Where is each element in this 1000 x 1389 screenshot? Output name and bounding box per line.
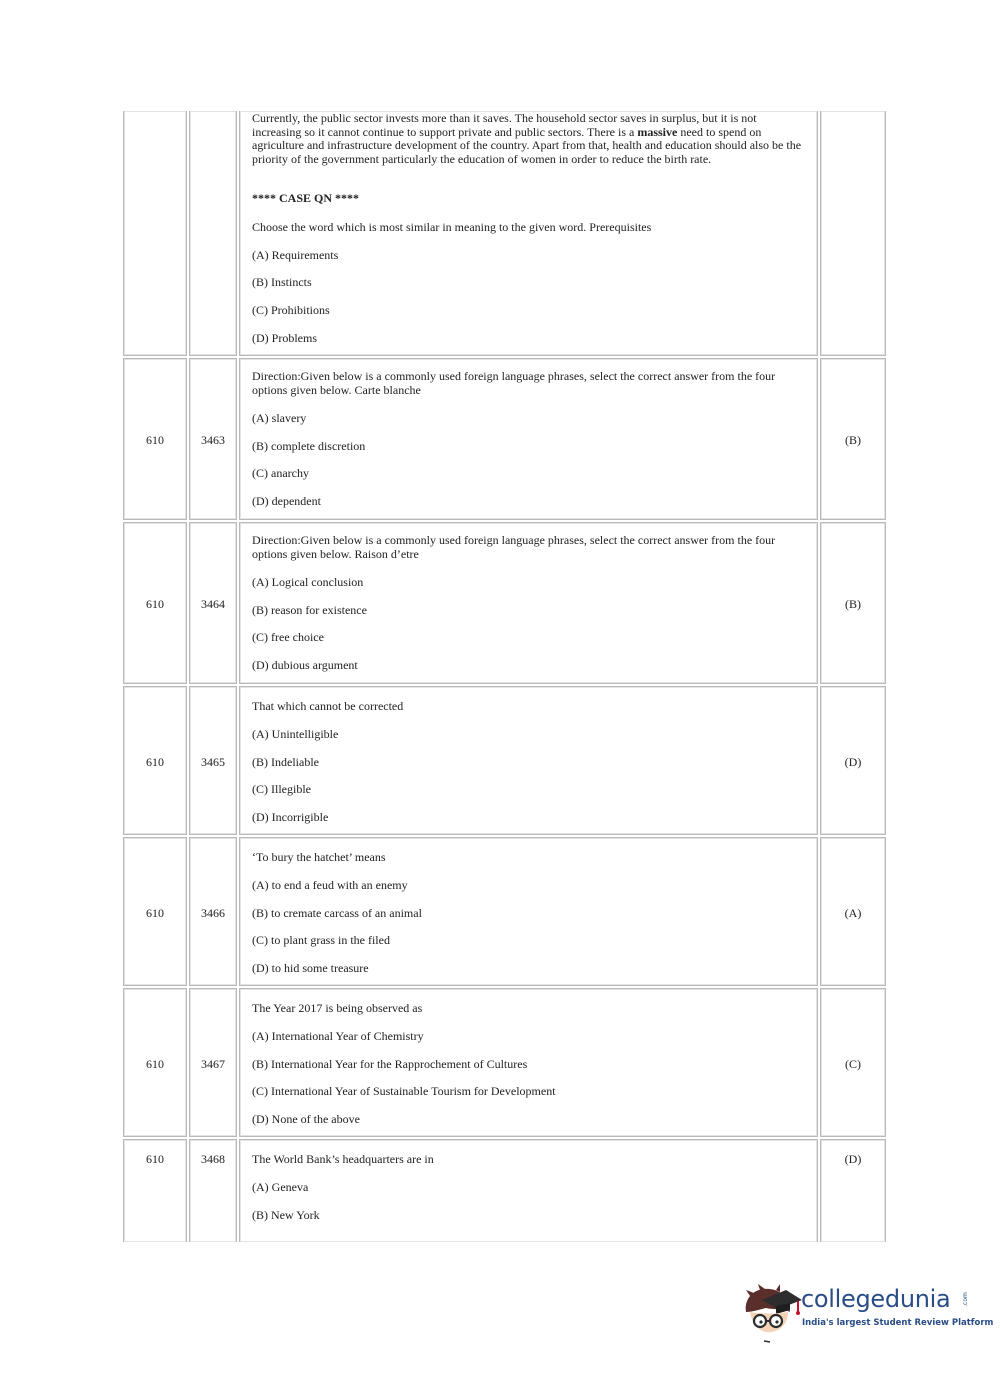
code-value: 610 bbox=[146, 755, 164, 769]
cell-id bbox=[189, 358, 237, 520]
cell-id bbox=[189, 111, 237, 356]
cell-answer bbox=[820, 686, 886, 835]
option-b: (B) New York bbox=[252, 1208, 320, 1222]
table-row bbox=[123, 686, 886, 835]
question-id: 3466 bbox=[201, 906, 225, 920]
option-d: (D) dubious argument bbox=[252, 658, 358, 672]
answer-value: (D) bbox=[844, 755, 862, 769]
cell-question bbox=[239, 111, 818, 356]
option-a: (A) Unintelligible bbox=[252, 727, 339, 741]
question-text: ‘To bury the hatchet’ means bbox=[252, 850, 386, 864]
question-text: Direction:Given below is a commonly used foreign language phrases, select the correct answer from the four options given below. Raison d’etre bbox=[252, 533, 776, 561]
mascot-icon bbox=[740, 1282, 802, 1352]
cell-question bbox=[239, 358, 818, 520]
cell-id bbox=[189, 522, 237, 684]
answer-value: (A) bbox=[844, 906, 862, 920]
cell-id bbox=[189, 686, 237, 835]
option-a: (A) Requirements bbox=[252, 248, 339, 262]
option-d: (D) Incorrigible bbox=[252, 810, 329, 824]
cell-id bbox=[189, 837, 237, 986]
logo-wordmark: collegedunia bbox=[801, 1285, 951, 1313]
cell-question bbox=[239, 1139, 818, 1242]
option-a: (A) Logical conclusion bbox=[252, 575, 364, 589]
option-c: (C) Prohibitions bbox=[252, 303, 330, 317]
option-b: (B) Indeliable bbox=[252, 755, 319, 769]
cell-id bbox=[189, 1139, 237, 1242]
case-label: **** CASE QN **** bbox=[252, 191, 360, 205]
cell-id bbox=[189, 988, 237, 1137]
answer-value: (B) bbox=[845, 433, 861, 447]
question-text: The Year 2017 is being observed as bbox=[252, 1001, 423, 1015]
table-row bbox=[123, 988, 886, 1137]
option-c: (C) free choice bbox=[252, 630, 324, 644]
option-d: (D) None of the above bbox=[252, 1112, 360, 1126]
question-text: Choose the word which is most similar in meaning to the given word. Prerequisites bbox=[252, 220, 652, 234]
question-id: 3465 bbox=[201, 755, 225, 769]
collegedunia-logo bbox=[740, 1282, 994, 1354]
option-b: (B) Instincts bbox=[252, 275, 312, 289]
passage-bold-word: massive bbox=[637, 124, 678, 139]
option-b: (B) to cremate carcass of an animal bbox=[252, 906, 422, 920]
question-id: 3467 bbox=[201, 1057, 225, 1071]
cell-code bbox=[123, 111, 187, 356]
option-d: (D) Problems bbox=[252, 331, 317, 345]
option-c: (C) anarchy bbox=[252, 466, 309, 480]
code-value: 610 bbox=[146, 1057, 164, 1071]
option-a: (A) International Year of Chemistry bbox=[252, 1029, 424, 1043]
table-row bbox=[123, 1139, 886, 1242]
answer-value: (D) bbox=[844, 1152, 862, 1166]
cell-answer bbox=[820, 1139, 886, 1242]
option-c: (C) International Year of Sustainable Tourism for Development bbox=[252, 1084, 556, 1098]
cell-code bbox=[123, 686, 187, 835]
question-text: Direction:Given below is a commonly used foreign language phrases, select the correct answer from the four options given below. Carte blanche bbox=[252, 369, 776, 397]
table-row bbox=[123, 522, 886, 684]
answer-value: (B) bbox=[845, 597, 861, 611]
option-c: (C) to plant grass in the filed bbox=[252, 933, 390, 947]
table-row-passage bbox=[123, 111, 886, 356]
option-a: (A) to end a feud with an enemy bbox=[252, 878, 408, 892]
question-text: The World Bank’s headquarters are in bbox=[252, 1152, 434, 1166]
code-value: 610 bbox=[146, 906, 164, 920]
cell-answer bbox=[820, 837, 886, 986]
cell-answer bbox=[820, 522, 886, 684]
question-id: 3468 bbox=[201, 1152, 225, 1166]
cell-code bbox=[123, 837, 187, 986]
cell-question bbox=[239, 686, 818, 835]
cell-answer bbox=[820, 358, 886, 520]
option-b: (B) International Year for the Rapprochement of Cultures bbox=[252, 1057, 528, 1071]
cell-code bbox=[123, 1139, 187, 1242]
option-d: (D) to hid some treasure bbox=[252, 961, 369, 975]
question-id: 3464 bbox=[201, 597, 225, 611]
cell-code bbox=[123, 358, 187, 520]
logo-tagline: India's largest Student Review Platform bbox=[802, 1318, 994, 1328]
table-row bbox=[123, 837, 886, 986]
answer-value: (C) bbox=[845, 1057, 861, 1071]
option-b: (B) complete discretion bbox=[252, 439, 366, 453]
option-a: (A) slavery bbox=[252, 411, 307, 425]
code-value: 610 bbox=[146, 433, 164, 447]
logo-domain: .com bbox=[961, 1292, 969, 1307]
cell-code bbox=[123, 988, 187, 1137]
table-row bbox=[123, 358, 886, 520]
cell-question bbox=[239, 522, 818, 684]
cell-code bbox=[123, 522, 187, 684]
cell-question bbox=[239, 988, 818, 1137]
question-table bbox=[123, 111, 886, 1242]
option-d: (D) dependent bbox=[252, 494, 321, 508]
passage-text: Currently, the public sector invests more than it saves. The household sector saves in surplus, but it is not increasing so it cannot continue to support private and public sectors. There is a massive need to spend on agriculture and infrastructure development of the country. Apart from that, health and education should also be the priority of the government particularly the education of women in order to reduce the birth rate. bbox=[252, 111, 802, 167]
cell-answer bbox=[820, 111, 886, 356]
question-text: That which cannot be corrected bbox=[252, 699, 404, 713]
cell-answer bbox=[820, 988, 886, 1137]
option-b: (B) reason for existence bbox=[252, 603, 367, 617]
code-value: 610 bbox=[146, 1152, 164, 1166]
option-a: (A) Geneva bbox=[252, 1180, 309, 1194]
option-c: (C) Illegible bbox=[252, 782, 311, 796]
cell-question bbox=[239, 837, 818, 986]
question-id: 3463 bbox=[201, 433, 225, 447]
code-value: 610 bbox=[146, 597, 164, 611]
